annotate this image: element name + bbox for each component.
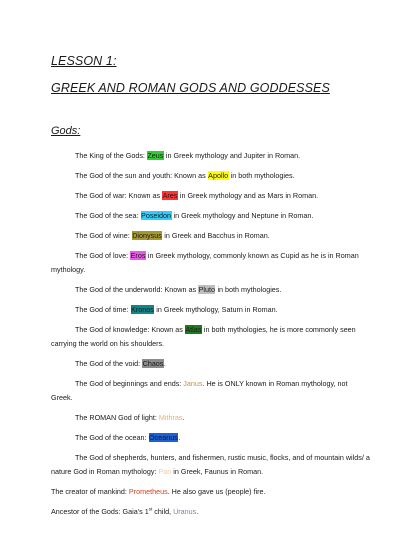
list-item: The God of shepherds, hunters, and fishermen, rustic music, flocks, and of mountain wilds/ a nature God in Roman mythology: Pan in Greek, Faunus in Roman. — [51, 453, 370, 476]
list-item: The God of time: Kronos in Greek mythology, Saturn in Roman. — [75, 305, 278, 314]
list-item: The God of knowledge: Known as Atlas in both mythologies, he is more commonly seen carrying the world on his shoulders. — [51, 325, 356, 348]
document-title: GREEK AND ROMAN GODS AND GODDESSES — [51, 81, 330, 95]
highlighted-god-name: Kronos — [131, 305, 154, 314]
highlighted-god-name: Zeus — [147, 151, 164, 160]
highlighted-god-name: Poseidon — [141, 211, 172, 220]
section-heading: Gods: — [51, 125, 81, 137]
colored-god-name: Janus — [183, 379, 203, 388]
list-item: The God of the sea: Poseidon in Greek mythology and Neptune in Roman. — [75, 211, 314, 220]
highlighted-god-name: Eros — [130, 251, 146, 260]
colored-god-name: Uranus — [173, 507, 197, 516]
list-item: The God of wine: Dionysus in Greek and Bacchus in Roman. — [75, 231, 270, 240]
colored-god-name: Mithras — [158, 413, 183, 422]
highlighted-god-name: Atlas — [185, 325, 202, 334]
highlighted-god-name: Dionysus — [132, 231, 162, 240]
list-item: Ancestor of the Gods: Gaia’s 1st child, Uranus. — [51, 506, 199, 516]
highlighted-god-name: Chaos — [142, 359, 164, 368]
highlighted-god-name: Pluto — [198, 285, 215, 294]
list-item: The God of war: Known as Ares in Greek mythology and as Mars in Roman. — [75, 191, 319, 200]
list-item: The God of the sun and youth: Known as Apollo in both mythologies. — [75, 171, 295, 180]
highlighted-god-name: Apollo — [208, 171, 229, 180]
list-item: The God of beginnings and ends: Janus. He is ONLY known in Roman mythology, not Greek. — [51, 379, 348, 402]
colored-god-name: Prometheus — [128, 487, 168, 496]
list-item: The creator of mankind: Prometheus. He also gave us (people) fire. — [51, 487, 266, 496]
highlighted-god-name: Ares — [162, 191, 178, 200]
list-item: The King of the Gods: Zeus in Greek mythology and Jupiter in Roman. — [75, 151, 301, 160]
list-item: The God of love: Eros in Greek mythology, commonly known as Cupid as he is in Roman mythology. — [51, 251, 359, 274]
colored-god-name: Pan — [158, 467, 172, 476]
list-item: The God of the underworld: Known as Pluto in both mythologies. — [75, 285, 282, 294]
list-item: The God of the void: Chaos. — [75, 359, 166, 368]
list-item: The God of the ocean: Oceanus. — [75, 433, 181, 442]
list-item: The ROMAN God of light: Mithras. — [75, 413, 185, 422]
highlighted-god-name: Oceanus — [149, 433, 178, 442]
lesson-heading: LESSON 1: — [51, 54, 117, 68]
